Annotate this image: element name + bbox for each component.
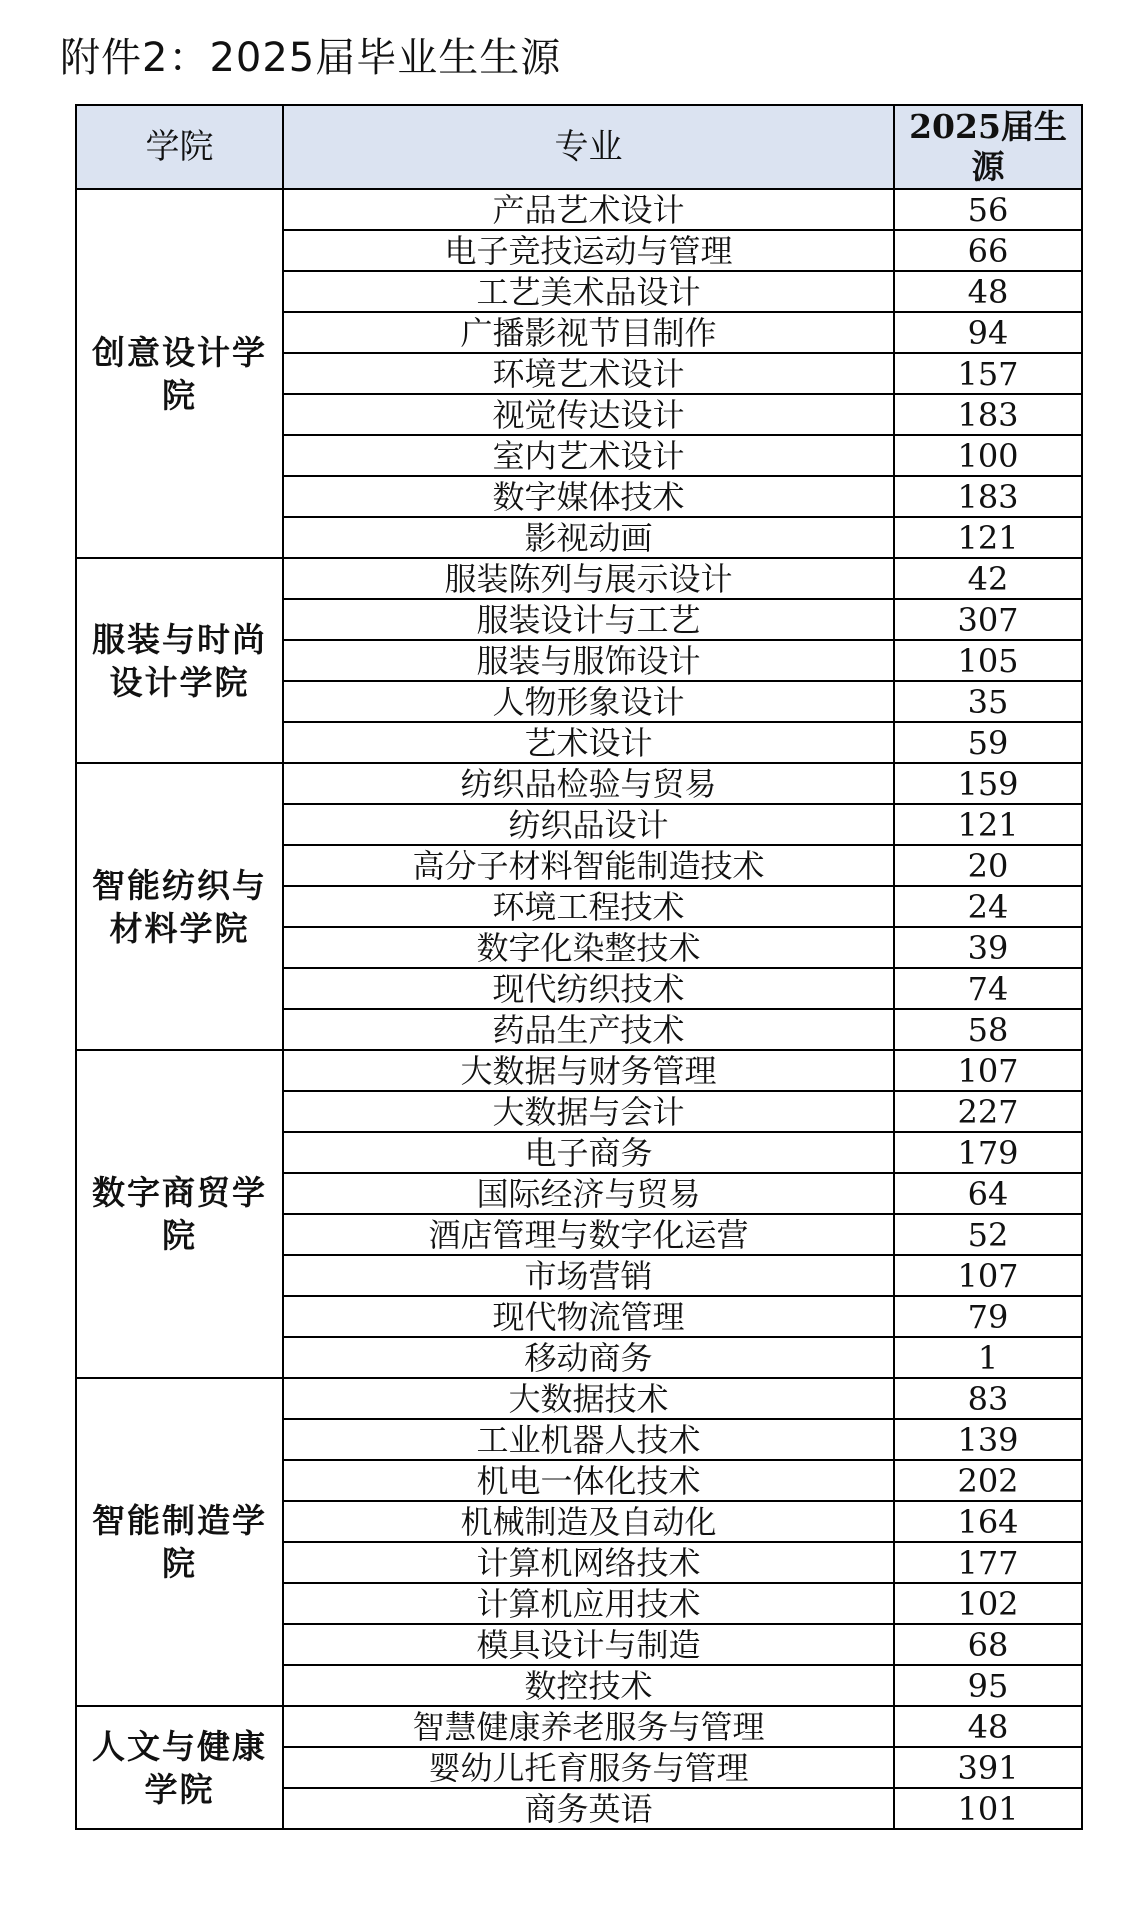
- major-cell: 影视动画: [283, 517, 894, 558]
- graduates-table: [75, 104, 1083, 1830]
- count-cell: 48: [894, 271, 1082, 312]
- major-cell: 现代物流管理: [283, 1296, 894, 1337]
- major-cell: 大数据与会计: [283, 1091, 894, 1132]
- major-cell: 产品艺术设计: [283, 189, 894, 230]
- major-cell: 智慧健康养老服务与管理: [283, 1706, 894, 1747]
- major-cell: 电子竞技运动与管理: [283, 230, 894, 271]
- count-cell: 157: [894, 353, 1082, 394]
- major-cell: 计算机应用技术: [283, 1583, 894, 1624]
- header-count: 2025届生源: [894, 105, 1082, 189]
- page-title: 附件2：2025届毕业生生源: [60, 35, 562, 81]
- major-cell: 环境艺术设计: [283, 353, 894, 394]
- major-cell: 工艺美术品设计: [283, 271, 894, 312]
- table-header: [76, 105, 1082, 189]
- count-cell: 56: [894, 189, 1082, 230]
- count-cell: 74: [894, 968, 1082, 1009]
- count-cell: 100: [894, 435, 1082, 476]
- count-cell: 107: [894, 1255, 1082, 1296]
- major-cell: 大数据与财务管理: [283, 1050, 894, 1091]
- major-cell: 药品生产技术: [283, 1009, 894, 1050]
- count-cell: 121: [894, 517, 1082, 558]
- table-row: [76, 1706, 1082, 1747]
- count-cell: 307: [894, 599, 1082, 640]
- count-cell: 202: [894, 1460, 1082, 1501]
- major-cell: 国际经济与贸易: [283, 1173, 894, 1214]
- major-cell: 环境工程技术: [283, 886, 894, 927]
- count-cell: 83: [894, 1378, 1082, 1419]
- header-row: [76, 105, 1082, 189]
- college-cell: 人文与健康学院: [76, 1706, 283, 1829]
- major-cell: 服装设计与工艺: [283, 599, 894, 640]
- major-cell: 服装陈列与展示设计: [283, 558, 894, 599]
- count-cell: 42: [894, 558, 1082, 599]
- count-cell: 20: [894, 845, 1082, 886]
- count-cell: 164: [894, 1501, 1082, 1542]
- count-cell: 102: [894, 1583, 1082, 1624]
- major-cell: 移动商务: [283, 1337, 894, 1378]
- count-cell: 391: [894, 1747, 1082, 1788]
- major-cell: 数字化染整技术: [283, 927, 894, 968]
- count-cell: 1: [894, 1337, 1082, 1378]
- header-major: 专业: [283, 105, 894, 189]
- count-cell: 59: [894, 722, 1082, 763]
- major-cell: 婴幼儿托育服务与管理: [283, 1747, 894, 1788]
- count-cell: 35: [894, 681, 1082, 722]
- major-cell: 纺织品设计: [283, 804, 894, 845]
- count-cell: 52: [894, 1214, 1082, 1255]
- major-cell: 人物形象设计: [283, 681, 894, 722]
- major-cell: 酒店管理与数字化运营: [283, 1214, 894, 1255]
- table-row: [76, 1378, 1082, 1419]
- major-cell: 工业机器人技术: [283, 1419, 894, 1460]
- college-cell: 数字商贸学院: [76, 1050, 283, 1378]
- count-cell: 48: [894, 1706, 1082, 1747]
- table-body: [76, 189, 1082, 1829]
- major-cell: 艺术设计: [283, 722, 894, 763]
- count-cell: 58: [894, 1009, 1082, 1050]
- count-cell: 183: [894, 394, 1082, 435]
- count-cell: 159: [894, 763, 1082, 804]
- count-cell: 177: [894, 1542, 1082, 1583]
- major-cell: 市场营销: [283, 1255, 894, 1296]
- count-cell: 66: [894, 230, 1082, 271]
- major-cell: 现代纺织技术: [283, 968, 894, 1009]
- count-cell: 183: [894, 476, 1082, 517]
- major-cell: 高分子材料智能制造技术: [283, 845, 894, 886]
- college-cell: 创意设计学院: [76, 189, 283, 558]
- count-cell: 24: [894, 886, 1082, 927]
- count-cell: 101: [894, 1788, 1082, 1829]
- count-cell: 107: [894, 1050, 1082, 1091]
- count-cell: 95: [894, 1665, 1082, 1706]
- major-cell: 机械制造及自动化: [283, 1501, 894, 1542]
- header-college: 学院: [76, 105, 283, 189]
- college-cell: 智能纺织与材料学院: [76, 763, 283, 1050]
- count-cell: 227: [894, 1091, 1082, 1132]
- college-cell: 智能制造学院: [76, 1378, 283, 1706]
- major-cell: 商务英语: [283, 1788, 894, 1829]
- count-cell: 39: [894, 927, 1082, 968]
- major-cell: 机电一体化技术: [283, 1460, 894, 1501]
- major-cell: 计算机网络技术: [283, 1542, 894, 1583]
- major-cell: 大数据技术: [283, 1378, 894, 1419]
- count-cell: 105: [894, 640, 1082, 681]
- major-cell: 数字媒体技术: [283, 476, 894, 517]
- count-cell: 94: [894, 312, 1082, 353]
- major-cell: 数控技术: [283, 1665, 894, 1706]
- major-cell: 广播影视节目制作: [283, 312, 894, 353]
- major-cell: 纺织品检验与贸易: [283, 763, 894, 804]
- count-cell: 64: [894, 1173, 1082, 1214]
- table-row: [76, 1050, 1082, 1091]
- count-cell: 121: [894, 804, 1082, 845]
- table-row: [76, 763, 1082, 804]
- major-cell: 电子商务: [283, 1132, 894, 1173]
- count-cell: 139: [894, 1419, 1082, 1460]
- major-cell: 室内艺术设计: [283, 435, 894, 476]
- count-cell: 179: [894, 1132, 1082, 1173]
- table-row: [76, 558, 1082, 599]
- major-cell: 服装与服饰设计: [283, 640, 894, 681]
- major-cell: 模具设计与制造: [283, 1624, 894, 1665]
- count-cell: 68: [894, 1624, 1082, 1665]
- college-cell: 服装与时尚设计学院: [76, 558, 283, 763]
- major-cell: 视觉传达设计: [283, 394, 894, 435]
- table-row: [76, 189, 1082, 230]
- count-cell: 79: [894, 1296, 1082, 1337]
